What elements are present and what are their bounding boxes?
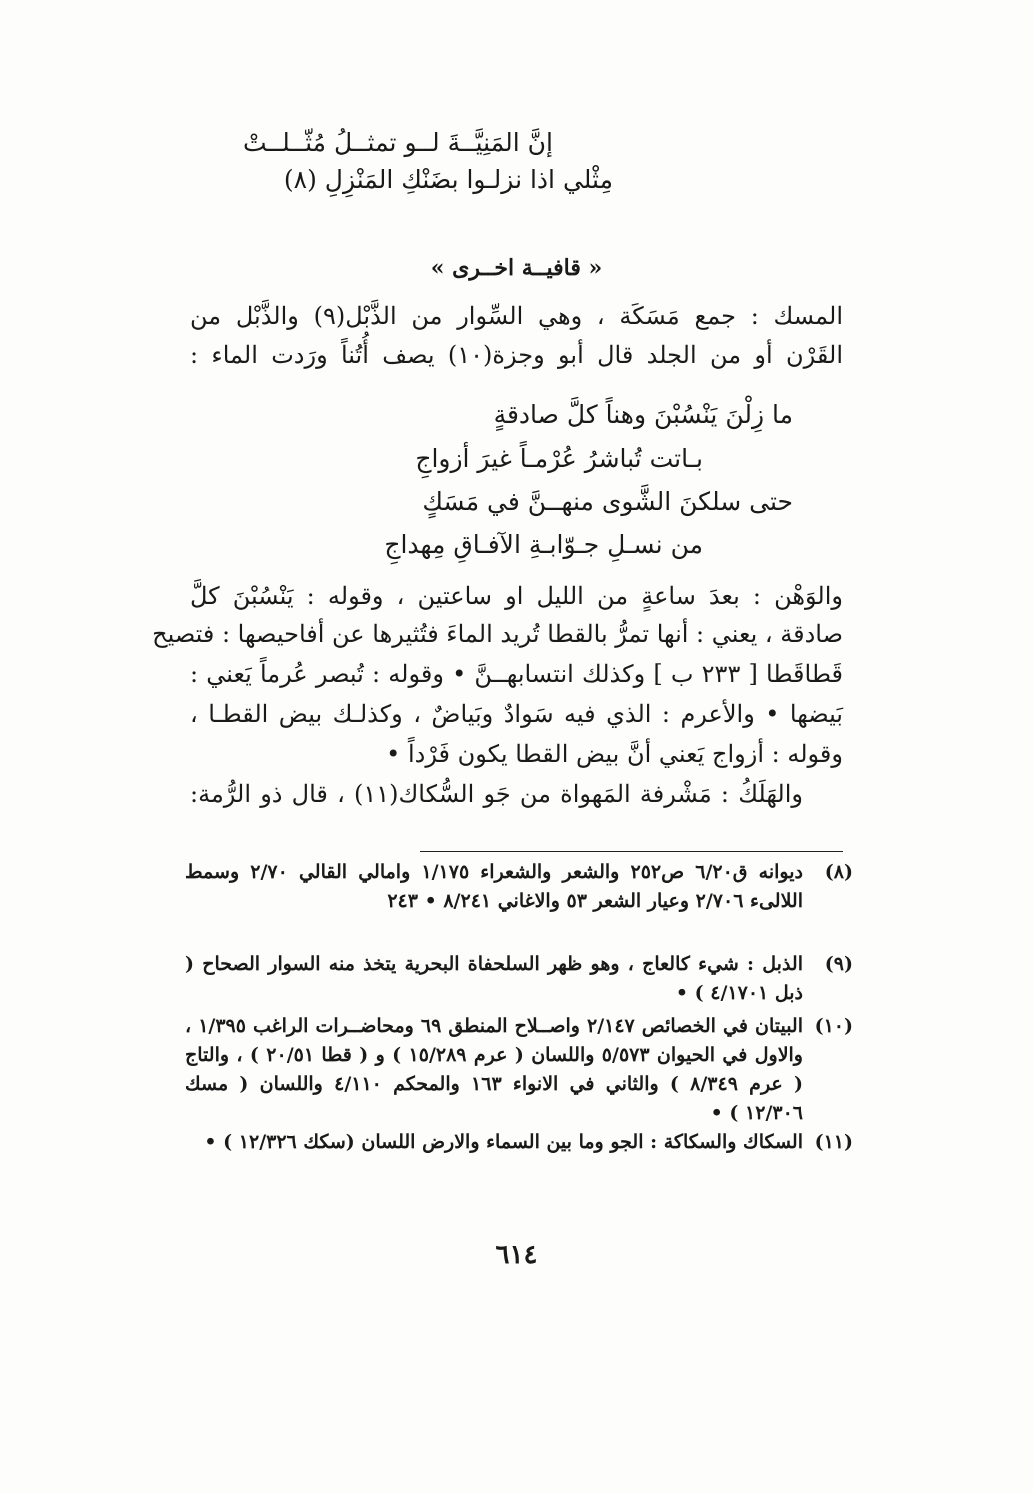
intro-line-2: القَرْن أو من الجلد قال أبو وجزة(١٠) يصف أُتُناً ورَدت الماء : <box>190 341 843 369</box>
commentary-line-6: والهَلَكُ : مَشْرفة المَهواة من جَو السُّكاك(١١) ، قال ذو الرُّمة: <box>190 780 804 808</box>
footnote-number: (١١) <box>814 1131 853 1153</box>
verse-top-line-2: مِثْلي اذا نزلـوا بضَنْكِ المَنْزِلِ (٨) <box>283 165 613 194</box>
footnote-9 <box>185 950 853 1008</box>
commentary-line-2: صادقة ، يعني : أنها تمرُّ بالقطا تُريد الماءَ فتُثيرها عن أفاحيصها : فتصيح <box>152 620 843 648</box>
footnote-number: (٩) <box>824 953 853 975</box>
footnote-text: السكاك والسكاكة : الجو وما بين السماء والارض اللسان (سكك ١٢/٣٢٦ ) • <box>204 1131 803 1153</box>
footnote-text: الذبل : شيء كالعاج ، وهو ظهر السلحفاة البحرية يتخذ منه السوار الصحاح ( ذبل ٤/١٧٠١ ) • <box>185 953 803 1004</box>
footnote-11 <box>185 1128 853 1157</box>
footnote-number: (٨) <box>824 861 853 883</box>
footnote-number: (١٠) <box>814 1015 853 1037</box>
commentary-line-1: والوَهْن : بعدَ ساعةٍ من الليل او ساعتين ، وقوله : يَنْسُبْنَ كلَّ <box>190 582 843 610</box>
page-number: ٦١٤ <box>495 1240 538 1270</box>
poem-line-4: من نسـلِ جـوّابـةِ الآفـاقِ مِهداجِ <box>384 530 703 559</box>
poem-line-1: ما زِلْنَ يَنْسُبْنَ وهناً كلَّ صادقةٍ <box>493 400 793 429</box>
footnote-text: ديوانه ق٦/٢٠ ص٢٥٢ والشعر والشعراء ١/١٧٥ وامالي القالي ٢/٧٠ وسمط اللالىء ٢/٧٠٦ وعيار الشعر ٥٣ والاغاني ٨/٢٤١ • ٢٤٣ <box>185 861 803 912</box>
commentary-line-3: قَطاقَطا [ ٢٣٣ ب ] وكذلك انتسابهــنَّ • وقوله : تُبصر عُرماً يَعني : <box>190 660 843 688</box>
footnote-text: البيتان في الخصائص ٢/١٤٧ واصــلاح المنطق ٦٩ ومحاضــرات الراغب ١/٣٩٥ ، والاول في الحيوان ٥/٥٧٣ واللسان ( عرم ١٥/٢٨٩ ) و ( قطا ٢٠/٥١ ) ، والتاج ( عرم ٨/٣٤٩ ) والثاني في الانواء ١٦٣ والمحكم ٤/١١٠ واللسان ( مسك ١٢/٣٠٦ ) • <box>185 1015 804 1124</box>
commentary-line-5: وقوله : أزواج يَعني أنَّ بيض القطا يكون فَرْداً • <box>386 740 843 768</box>
footnote-10 <box>185 1012 853 1128</box>
poem-line-2: بـاتت تُباشرُ عُرْمـاً غيرَ أزواجِ <box>415 444 703 473</box>
commentary-line-4: بَيضها • والأعرم : الذي فيه سَوادٌ وبَياضٌ ، وكذلـك بيض القطـا ، <box>190 700 843 728</box>
section-heading: « قافيــة اخــرى » <box>430 255 603 281</box>
footnote-8 <box>185 858 853 916</box>
intro-line-1: المسك : جمع مَسَكَة ، وهي السِّوار من الذَّبْل(٩) والذَّبْل من <box>190 302 843 330</box>
verse-top-line-1: إنَّ المَنِيَّــةَ لــو تمثــلُ مُثّــلــتْ <box>242 128 553 157</box>
poem-line-3: حتى سلكنَ الشَّوى منهــنَّ في مَسَكٍ <box>422 487 793 516</box>
footnote-separator <box>420 851 843 852</box>
